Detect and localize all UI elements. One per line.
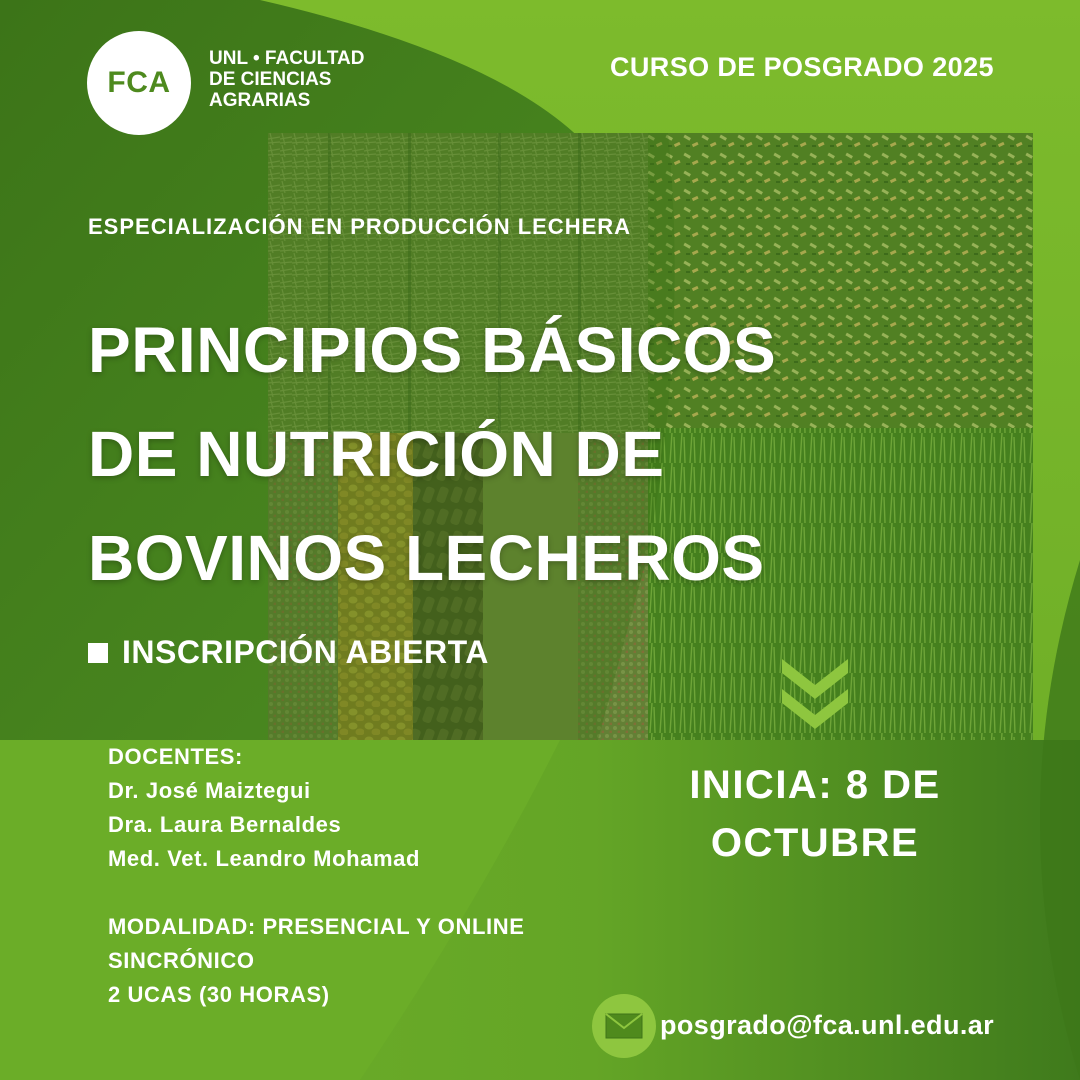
institution-name [209,48,364,111]
teacher-name: Dr. José Maiztegui [108,778,311,803]
double-chevron-down-icon [778,655,852,731]
start-date [650,756,980,872]
mail-icon-badge [592,994,656,1058]
start-date-line-2: OCTUBRE [710,821,920,865]
square-bullet-icon [88,643,108,663]
title-line-1: PRINCIPIOS BÁSICOS [88,314,777,386]
start-date-line-1: INICIA: 8 DE [689,763,941,807]
spacer [108,876,524,910]
title-line-3: BOVINOS LECHEROS [88,522,765,594]
credits-line: 2 UCAS (30 HORAS) [108,982,330,1007]
teachers-heading: DOCENTES: [108,744,243,769]
course-details [108,740,524,1012]
program-name: ESPECIALIZACIÓN EN PRODUCCIÓN LECHERA [88,214,632,239]
modality-line: SINCRÓNICO [108,948,255,973]
title-line-2: DE NUTRICIÓN DE [88,418,665,490]
enrollment-label: INSCRIPCIÓN ABIERTA [122,634,489,670]
institution-line-3: AGRARIAS [209,90,311,111]
course-title [88,298,776,610]
contact-email[interactable]: posgrado@fca.unl.edu.ar [660,1010,995,1040]
institution-line-1: UNL • FACULTAD [209,48,365,69]
institution-line-2: DE CIENCIAS [209,69,332,90]
mail-icon [605,1013,643,1039]
teacher-name: Dra. Laura Bernaldes [108,812,342,837]
course-year: CURSO DE POSGRADO 2025 [610,52,994,82]
modality-line: MODALIDAD: PRESENCIAL Y ONLINE [108,914,525,939]
enrollment-status [88,634,489,671]
teacher-name: Med. Vet. Leandro Mohamad [108,846,421,871]
logo-initials: FCA [107,66,171,99]
fca-logo [87,31,191,135]
